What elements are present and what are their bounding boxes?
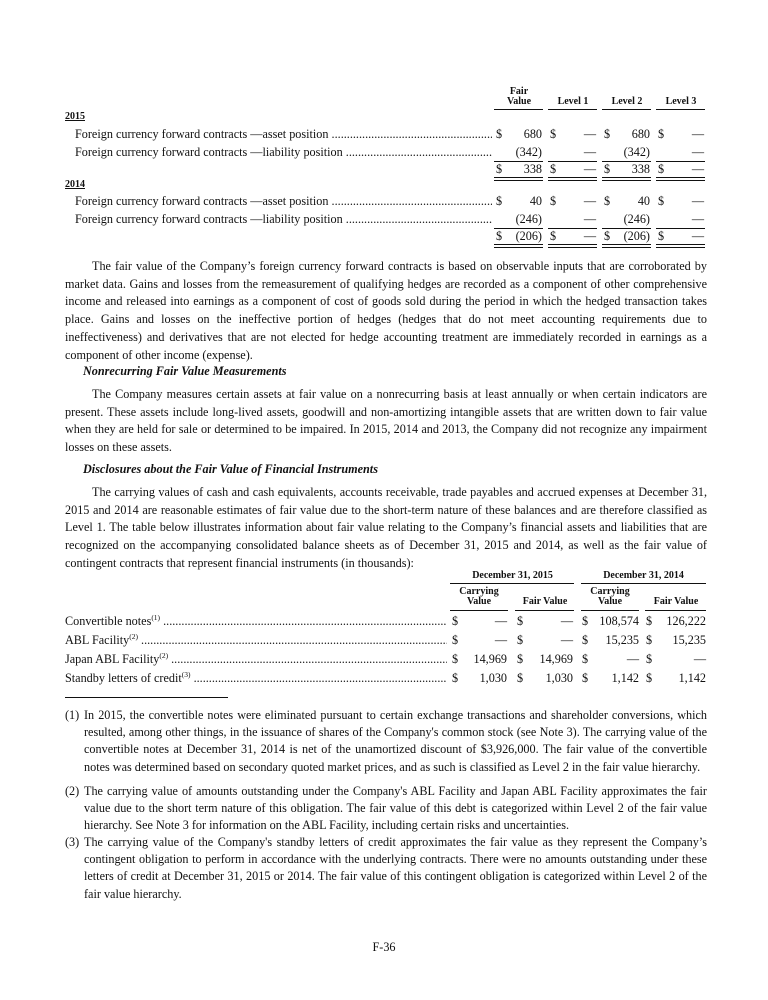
double-underline: [548, 244, 597, 248]
label-text: Convertible notes: [65, 614, 152, 628]
double-underline: [656, 177, 705, 181]
label-text: Japan ABL Facility: [65, 652, 160, 666]
currency-symbol: $: [582, 671, 589, 685]
row-label: Foreign currency forward contracts —liability position .....: [75, 145, 492, 160]
value-cell: 1,142: [611, 671, 639, 685]
currency-symbol: $: [604, 229, 611, 243]
currency-symbol: $: [550, 194, 557, 208]
header-rule: [494, 109, 543, 110]
currency-symbol: $: [604, 127, 611, 141]
value-cell: —: [691, 127, 704, 141]
currency-symbol: $: [604, 194, 611, 208]
footnote-ref: (3): [181, 671, 191, 679]
section-heading-disclosures: Disclosures about the Fair Value of Financial Instruments: [83, 462, 378, 476]
value-cell: 680: [523, 127, 542, 141]
section-year-2015: 2015: [65, 111, 85, 122]
value-cell: 1,142: [678, 671, 706, 685]
currency-symbol: $: [658, 229, 665, 243]
currency-symbol: $: [646, 614, 653, 628]
section-heading-nonrecurring: Nonrecurring Fair Value Measurements: [83, 364, 287, 378]
row-label: Foreign currency forward contracts —liability position .....: [75, 212, 492, 227]
sub-header-rule: [581, 610, 639, 611]
group-rule: [450, 583, 574, 584]
row-label: [65, 671, 447, 686]
value-cell: 15,235: [605, 633, 639, 647]
currency-symbol: $: [452, 652, 459, 666]
double-underline: [602, 244, 651, 248]
value-cell: (246): [515, 212, 542, 226]
footnote-3: [65, 834, 707, 903]
currency-symbol: $: [658, 127, 665, 141]
value-cell: 108,574: [599, 614, 639, 628]
footnote-1: [65, 707, 707, 776]
sub-header-rule: [515, 610, 574, 611]
col-header-level-1: Level 1: [557, 96, 589, 107]
col-header-level-2: Level 2: [611, 96, 643, 107]
currency-symbol: $: [452, 671, 459, 685]
value-cell: —: [560, 614, 573, 628]
value-cell: —: [691, 212, 704, 226]
sub-header-fair-value: Fair Value: [653, 596, 699, 607]
currency-symbol: $: [452, 614, 459, 628]
sub-header-line: Carrying: [590, 586, 630, 597]
sub-header-carrying-value: [450, 587, 508, 607]
header-rule: [602, 109, 651, 110]
value-cell: 40: [637, 194, 650, 208]
currency-symbol: $: [658, 194, 665, 208]
sub-header-line: Carrying: [459, 586, 499, 597]
footnote-ref: (2): [159, 652, 169, 660]
value-cell: 14,969: [539, 652, 573, 666]
currency-symbol: $: [496, 127, 503, 141]
value-cell: —: [560, 633, 573, 647]
currency-symbol: $: [496, 162, 503, 176]
currency-symbol: $: [517, 671, 524, 685]
currency-symbol: $: [550, 162, 557, 176]
currency-symbol: $: [646, 633, 653, 647]
footnote-number: (1): [65, 708, 80, 722]
double-underline: [548, 177, 597, 181]
col-header-line: Fair: [509, 86, 529, 97]
currency-symbol: $: [582, 633, 589, 647]
col-header-line: Value: [506, 96, 532, 107]
total-value: —: [691, 162, 704, 176]
group-header-2014: December 31, 2014: [603, 570, 684, 581]
footnote-ref: (2): [129, 633, 138, 641]
value-cell: 680: [631, 127, 650, 141]
header-rule: [548, 109, 597, 110]
value-cell: (342): [623, 145, 650, 159]
value-cell: 1,030: [545, 671, 573, 685]
currency-symbol: $: [496, 229, 503, 243]
double-underline: [656, 244, 705, 248]
section-year-2014: 2014: [65, 179, 85, 190]
footnote-separator: [65, 697, 228, 698]
paragraph-nonrecurring: The Company measures certain assets at fair value on a nonrecurring basis at least annually or when certain indicators are present. These assets include long-lived assets, goodwill and non-amortizing intangible assets that are written down to fair value when they are held for sale or determined to be impaired. In 2015, 2014 and 2013, the Company did not recognize any impairment losses on these assets.: [65, 387, 707, 455]
currency-symbol: $: [550, 229, 557, 243]
currency-symbol: $: [658, 162, 665, 176]
currency-symbol: $: [517, 614, 524, 628]
sub-header-fair-value: Fair Value: [522, 596, 568, 607]
value-cell: —: [583, 194, 596, 208]
value-cell: —: [583, 145, 596, 159]
value-cell: (246): [623, 212, 650, 226]
currency-symbol: $: [604, 162, 611, 176]
footnote-text: The carrying value of the Company's standby letters of credit approximates the fair value as they represent the Company’s contingent obligation to perform in accordance with the underlying contracts. There were no amounts outstanding under these letters of credit at December 31, 2015 or 2014. The fair value of this contingent obligation is categorized within Level 2 of the fair value hierarchy.: [84, 835, 707, 901]
header-rule: [656, 109, 705, 110]
value-cell: —: [494, 614, 507, 628]
currency-symbol: $: [517, 652, 524, 666]
total-value: —: [691, 229, 704, 243]
value-cell: —: [583, 127, 596, 141]
footnote-ref: (1): [151, 614, 161, 622]
double-underline: [494, 244, 543, 248]
currency-symbol: $: [582, 614, 589, 628]
row-label: [65, 652, 447, 667]
footnote-text: The carrying value of amounts outstanding under the Company's ABL Facility and Japan ABL Facility approximates the fair value due to the short term nature of this obligation. The fair value of this debt is categorized within Level 2 of the fair value hierarchy. See Note 3 for information on the ABL Facility, including certain risks and uncertainties.: [84, 784, 707, 833]
col-header-level-3: Level 3: [665, 96, 697, 107]
paragraph-forward-contracts: The fair value of the Company’s foreign currency forward contracts is based on observable inputs that are corroborated by market data. Gains and losses from the remeasurement of qualifying hedges are recorded as a component of other comprehensive income and released into earnings as a component of cost of goods sold during the period in which the hedged transaction takes place. Gains and losses on the ineffective portion of hedges (hedges that do not meet accounting requirements due to ineffectiveness) and derivatives that are not elected for hedge accounting treatment are immediately recorded in earnings as a component of other income (expense).: [65, 259, 707, 362]
double-underline: [602, 177, 651, 181]
value-cell: —: [691, 145, 704, 159]
sub-header-line: Value: [597, 596, 623, 607]
footnote-2: [65, 783, 707, 835]
row-label: Foreign currency forward contracts —asset position .....: [75, 194, 492, 209]
paragraph-disclosures: The carrying values of cash and cash equivalents, accounts receivable, trade payables and accrued expenses at December 31, 2015 and 2014 are reasonable estimates of fair value due to the short-term nature of these balances and are therefore classified as Level 1. The table below illustrates information about fair value relating to the Company’s financial assets and liabilities that are recognized on the accompanying consolidated balance sheets as of December 31, 2015 and 2014, as well as the fair value of contingent contracts that represent financial instruments (in thousands):: [65, 485, 707, 570]
sub-header-line: Value: [466, 596, 492, 607]
currency-symbol: $: [550, 127, 557, 141]
value-cell: (342): [515, 145, 542, 159]
row-label: Foreign currency forward contracts —asset position .....: [75, 127, 492, 142]
currency-symbol: $: [582, 652, 589, 666]
page-number: F-36: [372, 940, 396, 954]
value-cell: 1,030: [479, 671, 507, 685]
value-cell: —: [691, 194, 704, 208]
group-rule: [581, 583, 706, 584]
value-cell: —: [693, 652, 706, 666]
value-cell: —: [626, 652, 639, 666]
total-value: —: [583, 162, 596, 176]
value-cell: 14,969: [473, 652, 507, 666]
group-header-2015: December 31, 2015: [472, 570, 553, 581]
footnote-number: (3): [65, 835, 80, 849]
row-label: [65, 614, 447, 629]
total-value: (206): [623, 229, 650, 243]
value-cell: 40: [529, 194, 542, 208]
total-value: 338: [523, 162, 542, 176]
currency-symbol: $: [452, 633, 459, 647]
value-cell: 126,222: [666, 614, 706, 628]
total-value: (206): [515, 229, 542, 243]
total-value: 338: [631, 162, 650, 176]
label-text: Standby letters of credit: [65, 671, 182, 685]
value-cell: —: [494, 633, 507, 647]
sub-header-rule: [450, 610, 508, 611]
value-cell: 15,235: [672, 633, 706, 647]
footnote-text: In 2015, the convertible notes were eliminated pursuant to certain exchange transactions and shareholder conversions, which resulted, among other things, in the issuance of shares of the Company's common stock (see Note 3). The carrying value of the convertible notes at December 31, 2014 is net of the unamortized discount of $3,926,000. The fair value of the convertible notes was determined based on secondary quoted market prices, and as such is classified as Level 2 in the fair value hierarchy.: [84, 708, 707, 774]
col-header-fair-value: [494, 87, 544, 107]
currency-symbol: $: [646, 671, 653, 685]
row-label: [65, 633, 447, 648]
double-underline: [494, 177, 543, 181]
sub-header-carrying-value: [581, 587, 639, 607]
currency-symbol: $: [496, 194, 503, 208]
value-cell: —: [583, 212, 596, 226]
sub-header-rule: [645, 610, 706, 611]
total-value: —: [583, 229, 596, 243]
currency-symbol: $: [646, 652, 653, 666]
currency-symbol: $: [517, 633, 524, 647]
label-text: ABL Facility: [65, 633, 130, 647]
footnote-number: (2): [65, 784, 80, 798]
